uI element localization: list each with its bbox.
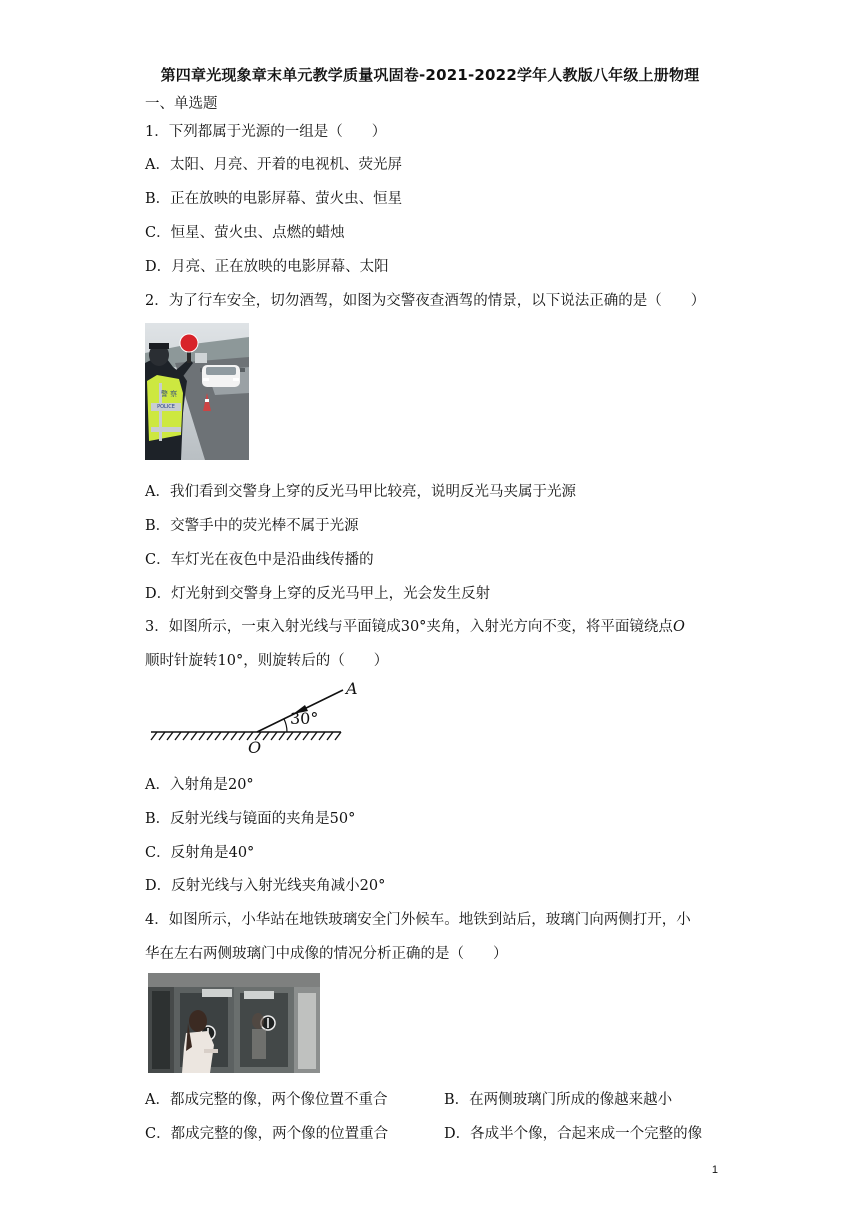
- q3-stem-line1: [145, 615, 685, 636]
- q3-stem-point-o: O: [672, 619, 685, 635]
- q3-option-b: B．反射光线与镜面的夹角是50°: [145, 811, 356, 827]
- vest-sub-text: POLICE: [157, 404, 175, 410]
- q3-label-o: O: [248, 738, 262, 757]
- q3-stem-line2: 顺时针旋转10°，则旋转后的（ ）: [145, 653, 389, 669]
- q3-option-c: C．反射角是40°: [145, 845, 255, 861]
- q1-option-a: A．太阳、月亮、开着的电视机、荧光屏: [145, 157, 402, 173]
- vest-text: 警 察: [160, 390, 178, 398]
- page-number: 1: [711, 1164, 718, 1176]
- q3-stem-text: 3．如图所示，一束入射光线与平面镜成30°夹角，入射光方向不变，将平面镜绕点: [145, 619, 673, 635]
- q2-traffic-police-photo: [145, 323, 249, 460]
- q3-option-a: A．入射角是20°: [145, 777, 254, 793]
- q4-subway-door-photo: [148, 973, 320, 1073]
- q2-stem: 2．为了行车安全，切勿酒驾，如图为交警夜查酒驾的情景，以下说法正确的是（ ）: [145, 293, 706, 309]
- q4-option-b: B．在两侧玻璃门所成的像越来越小: [444, 1092, 673, 1108]
- document-title: 第四章光现象章末单元教学质量巩固卷-2021-2022学年人教版八年级上册物理: [160, 66, 700, 84]
- q3-option-d: D．反射光线与入射光线夹角减小20°: [145, 878, 386, 894]
- q3-mirror-diagram: [145, 678, 358, 760]
- q1-option-d: D．月亮、正在放映的电影屏幕、太阳: [145, 259, 389, 275]
- q1-stem: 1．下列都属于光源的一组是（ ）: [145, 124, 387, 140]
- q4-stem-line2: 华在左右两侧玻璃门中成像的情况分析正确的是（ ）: [145, 946, 508, 962]
- q4-option-a: A．都成完整的像，两个像位置不重合: [145, 1092, 388, 1108]
- q4-option-d: D．各成半个像，合起来成一个完整的像: [444, 1126, 703, 1142]
- section-heading: 一、单选题: [145, 96, 218, 112]
- q3-label-a: A: [346, 679, 358, 698]
- q3-label-angle: 30°: [290, 709, 319, 728]
- q2-option-d: D．灯光射到交警身上穿的反光马甲上，光会发生反射: [145, 586, 491, 602]
- q2-option-b: B．交警手中的荧光棒不属于光源: [145, 518, 359, 534]
- q1-option-b: B．正在放映的电影屏幕、萤火虫、恒星: [145, 191, 403, 207]
- q1-option-c: C．恒星、萤火虫、点燃的蜡烛: [145, 225, 345, 241]
- q2-option-a: A．我们看到交警身上穿的反光马甲比较亮，说明反光马夹属于光源: [145, 484, 576, 500]
- q4-stem-line1: 4．如图所示，小华站在地铁玻璃安全门外候车。地铁到站后，玻璃门向两侧打开，小: [145, 912, 691, 928]
- q2-option-c: C．车灯光在夜色中是沿曲线传播的: [145, 552, 374, 568]
- q4-option-c: C．都成完整的像，两个像的位置重合: [145, 1126, 389, 1142]
